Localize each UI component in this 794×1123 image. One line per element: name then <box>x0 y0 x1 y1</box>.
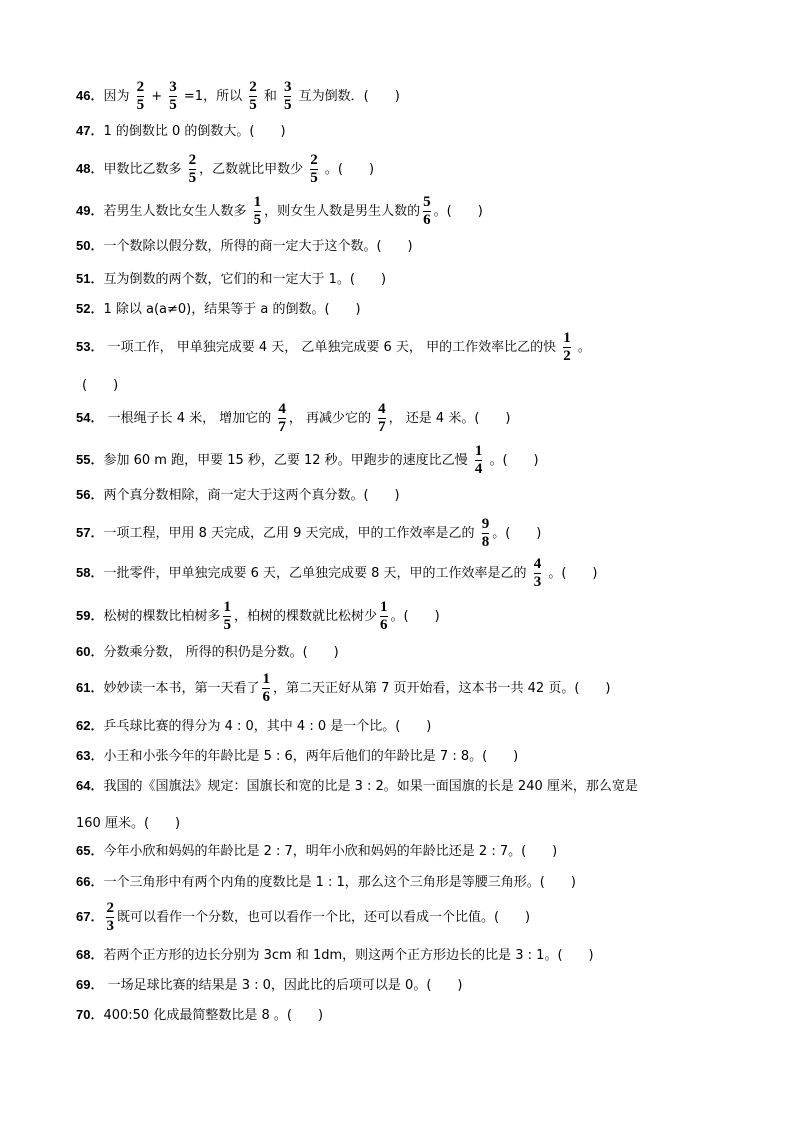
fraction-numerator: 2 <box>106 900 114 916</box>
question-text: 甲数比乙数多 <box>103 162 186 177</box>
fraction-numerator: 1 <box>474 443 483 459</box>
question-text: 。( ) <box>390 609 440 624</box>
question-text: 乒乓球比赛的得分为 4 : 0，其中 4 : 0 是一个比。( ) <box>103 719 432 734</box>
question-number: 69． <box>76 977 104 992</box>
fraction-denominator: 3 <box>106 918 114 934</box>
question-64 <box>76 778 638 795</box>
q53-continuation: ( ) <box>82 378 119 393</box>
question-62 <box>76 718 431 735</box>
question-text: 一个三角形中有两个内角的度数比是 1 : 1，那么这个三角形是等腰三角形。( ) <box>103 875 576 890</box>
question-70 <box>76 1007 323 1024</box>
question-number: 58． <box>76 565 104 580</box>
question-text: 今年小欣和妈妈的年龄比是 2 : 7，明年小欣和妈妈的年龄比还是 2 : 7。( ) <box>103 844 558 859</box>
question-text: 若两个正方形的边长分别为 3cm 和 1dm，则这两个正方形边长的比是 3 : 1。( ) <box>103 948 594 963</box>
question-number: 55． <box>76 452 104 467</box>
question-63 <box>76 748 518 765</box>
question-text: 一项工作， 甲单独完成要 4 天， 乙单独完成要 6 天， 甲的工作效率比乙的快 <box>103 340 561 355</box>
fraction-denominator: 5 <box>310 170 318 186</box>
question-text: + <box>147 89 167 104</box>
question-text: 分数乘分数， 所得的积仍是分数。( ) <box>103 645 339 660</box>
question-number: 59． <box>76 608 104 623</box>
question-number: 64． <box>76 778 104 793</box>
question-text: 互为倒数的两个数，它们的和一定大于 1。( ) <box>103 272 387 287</box>
fraction-denominator: 5 <box>169 97 177 113</box>
question-51 <box>76 271 386 288</box>
fraction-denominator: 3 <box>533 574 542 590</box>
question-number: 47． <box>76 123 104 138</box>
fraction-numerator: 1 <box>563 330 571 346</box>
question-66 <box>76 874 576 891</box>
fraction <box>223 600 231 633</box>
question-54 <box>76 402 510 435</box>
fraction-numerator: 3 <box>283 79 292 95</box>
fraction-denominator: 5 <box>136 97 145 113</box>
question-number: 65． <box>76 843 104 858</box>
fraction-numerator: 2 <box>310 152 318 168</box>
question-number: 50． <box>76 238 104 253</box>
question-number: 63． <box>76 748 104 763</box>
fraction <box>378 402 386 435</box>
fraction-numerator: 1 <box>380 599 388 615</box>
question-57 <box>76 517 541 550</box>
question-49 <box>76 195 483 228</box>
question-text: 1 的倒数比 0 的倒数大。( ) <box>103 124 286 139</box>
fraction-numerator: 3 <box>169 79 177 95</box>
fraction-denominator: 5 <box>223 617 231 633</box>
question-text: ， 还是 4 米。( ) <box>388 411 511 426</box>
question-46 <box>76 80 400 113</box>
question-text: 。 <box>573 340 591 355</box>
question-48 <box>76 153 374 186</box>
question-47 <box>76 123 286 140</box>
question-text: 。( ) <box>544 566 598 581</box>
question-67 <box>76 901 530 934</box>
fraction <box>278 402 286 435</box>
question-number: 61． <box>76 680 104 695</box>
question-number: 49． <box>76 203 104 218</box>
question-number: 46． <box>76 88 104 103</box>
fraction-denominator: 4 <box>474 461 483 477</box>
fraction-denominator: 7 <box>278 419 286 435</box>
question-number: 48． <box>76 161 104 176</box>
fraction <box>249 80 257 113</box>
fraction-numerator: 2 <box>249 79 257 95</box>
question-text: ， 再减少它的 <box>288 411 376 426</box>
question-58 <box>76 557 597 590</box>
fraction <box>169 80 177 113</box>
fraction-numerator: 4 <box>278 401 286 417</box>
fraction-denominator: 2 <box>563 348 571 364</box>
question-65 <box>76 843 557 860</box>
question-text: 因为 <box>103 89 134 104</box>
question-text: =1，所以 <box>179 89 247 104</box>
question-text: ，则女生人数是男生人数的 <box>264 204 421 219</box>
fraction-denominator: 6 <box>262 689 270 705</box>
fraction-numerator: 2 <box>136 79 145 95</box>
question-text: 一个数除以假分数，所得的商一定大于这个数。( ) <box>103 239 413 254</box>
question-number: 52． <box>76 301 104 316</box>
question-number: 53． <box>76 339 104 354</box>
q64-continuation: 160 厘米。( ) <box>76 816 181 831</box>
question-50 <box>76 238 413 255</box>
question-text: 一批零件，甲单独完成要 6 天，乙单独完成要 8 天，甲的工作效率是乙的 <box>103 566 531 581</box>
fraction-denominator: 6 <box>423 212 431 228</box>
question-text: 参加 60 m 跑，甲要 15 秒，乙要 12 秒。甲跑步的速度比乙慢 <box>103 453 472 468</box>
question-number: 67． <box>76 909 104 924</box>
question-text: 400:50 化成最简整数比是 8 。( ) <box>103 1008 324 1023</box>
fraction-numerator: 1 <box>253 194 262 210</box>
question-text: 。( ) <box>485 453 539 468</box>
question-56 <box>76 487 400 504</box>
question-number: 60． <box>76 644 104 659</box>
question-text: 两个真分数相除，商一定大于这两个真分数。( ) <box>103 488 400 503</box>
fraction-numerator: 9 <box>481 516 490 532</box>
fraction <box>475 444 483 477</box>
question-text: ，柏树的棵数就比松树少 <box>233 609 377 624</box>
question-text: 我国的《国旗法》规定：国旗长和宽的比是 3 : 2。如果一面国旗的长是 240 厘米，那么宽是 <box>103 779 638 794</box>
fraction <box>284 80 292 113</box>
question-number: 70． <box>76 1007 104 1022</box>
question-number: 57． <box>76 525 104 540</box>
question-text: 和 <box>259 89 281 104</box>
question-61 <box>76 672 610 705</box>
question-text: 小王和小张今年的年龄比是 5 : 6，两年后他们的年龄比是 7 : 8。( ) <box>103 749 519 764</box>
question-text: 既可以看作一个分数，也可以看作一个比，还可以看成一个比值。( ) <box>116 910 531 925</box>
fraction <box>380 600 388 633</box>
fraction <box>137 80 145 113</box>
fraction-numerator: 4 <box>378 401 386 417</box>
question-number: 51． <box>76 271 104 286</box>
question-text: 。( ) <box>433 204 483 219</box>
fraction <box>262 672 270 705</box>
question-text: 。( ) <box>492 526 542 541</box>
question-text: 一项工程，甲用 8 天完成，乙用 9 天完成，甲的工作效率是乙的 <box>103 526 479 541</box>
fraction <box>310 153 318 186</box>
fraction-numerator: 4 <box>533 556 542 572</box>
fraction <box>254 195 262 228</box>
fraction-numerator: 1 <box>223 599 231 615</box>
fraction <box>106 901 114 934</box>
question-text: 松树的棵数比柏树多 <box>103 609 221 624</box>
fraction-numerator: 2 <box>188 152 197 168</box>
fraction-denominator: 7 <box>378 419 386 435</box>
fraction <box>534 557 542 590</box>
question-52 <box>76 301 361 318</box>
fraction <box>423 195 431 228</box>
question-text: 妙妙读一本书，第一天看了 <box>103 681 260 696</box>
question-text: 1 除以 a(a≠0)，结果等于 a 的倒数。( ) <box>103 302 361 317</box>
question-53 <box>76 331 591 364</box>
fraction-denominator: 5 <box>253 212 262 228</box>
question-text: 一根绳子长 4 米， 增加它的 <box>103 411 276 426</box>
question-69 <box>76 977 462 994</box>
question-number: 56． <box>76 487 104 502</box>
fraction-denominator: 5 <box>283 97 292 113</box>
fraction-denominator: 5 <box>188 170 197 186</box>
question-number: 66． <box>76 874 104 889</box>
question-59 <box>76 600 440 633</box>
question-text: ，第二天正好从第 7 页开始看，这本书一共 42 页。( ) <box>272 681 611 696</box>
question-text: 互为倒数．( ) <box>294 89 400 104</box>
question-text: 一场足球比赛的结果是 3 : 0，因此比的后项可以是 0。( ) <box>103 978 463 993</box>
fraction-numerator: 1 <box>262 671 270 687</box>
fraction-numerator: 5 <box>423 194 431 210</box>
fraction-denominator: 8 <box>481 534 490 550</box>
question-text: ，乙数就比甲数少 <box>199 162 308 177</box>
question-text: 。( ) <box>320 162 375 177</box>
question-55 <box>76 444 539 477</box>
fraction-denominator: 6 <box>380 617 388 633</box>
question-number: 68． <box>76 947 104 962</box>
fraction <box>189 153 197 186</box>
question-number: 62． <box>76 718 104 733</box>
fraction-denominator: 5 <box>249 97 257 113</box>
question-68 <box>76 947 594 964</box>
fraction <box>482 517 490 550</box>
question-text: 若男生人数比女生人数多 <box>103 204 251 219</box>
question-60 <box>76 644 339 661</box>
question-number: 54． <box>76 410 104 425</box>
fraction <box>563 331 571 364</box>
